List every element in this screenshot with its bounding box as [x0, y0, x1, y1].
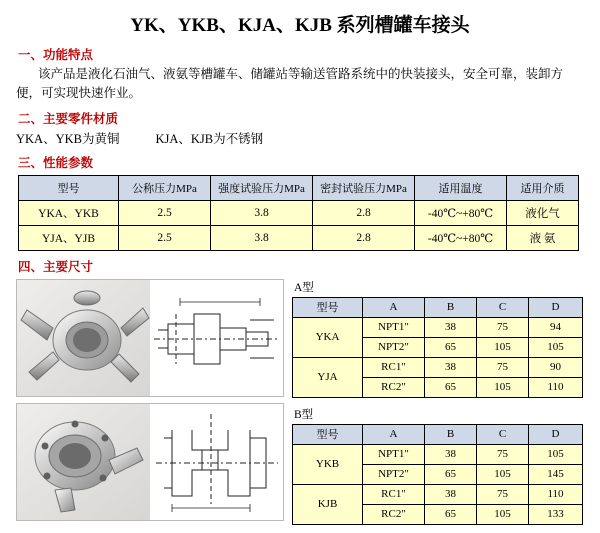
figure-row-b	[16, 403, 284, 521]
features-paragraph	[16, 65, 584, 103]
dimA-g1-r1-c2: 105	[477, 377, 529, 397]
table-header-row	[19, 175, 579, 200]
dimB-g1-r1-c0: RC2"	[363, 504, 425, 524]
table-row	[293, 484, 583, 504]
dimA-g0-r1-c3: 105	[529, 337, 583, 357]
dimA-g0-r0-c2: 75	[477, 317, 529, 337]
table-row	[19, 225, 579, 250]
technical-drawing-a	[150, 280, 283, 396]
table-header-row	[293, 424, 583, 444]
table-row	[293, 357, 583, 377]
dimA-g1-r1-c0: RC2"	[363, 377, 425, 397]
performance-table	[18, 175, 579, 251]
dimB-g0-r1-c2: 105	[477, 464, 529, 484]
product-photo-b	[17, 404, 150, 520]
page-title: YK、YKB、KJA、KJB 系列槽罐车接头	[130, 15, 470, 36]
material-left: YKA、YKB为黄铜	[16, 131, 120, 146]
perf-r1-c5: 液 氨	[507, 225, 579, 250]
figure-row-a	[16, 279, 284, 397]
product-photo-a	[17, 280, 150, 396]
dimB-g1-r1-c3: 133	[529, 504, 583, 524]
dimA-g0-r1-c2: 105	[477, 337, 529, 357]
dimB-col-1: A	[363, 424, 425, 444]
dimB-col-2: B	[425, 424, 477, 444]
dimB-g1-model: KJB	[293, 484, 363, 524]
dimB-g1-r0-c3: 110	[529, 484, 583, 504]
dimA-g1-r1-c1: 65	[425, 377, 477, 397]
perf-r1-c0: YJA、YJB	[19, 225, 119, 250]
dimB-g0-r1-c3: 145	[529, 464, 583, 484]
dimA-g0-r1-c0: NPT2"	[363, 337, 425, 357]
dimA-g0-model: YKA	[293, 317, 363, 357]
figure-column	[16, 279, 286, 527]
dimB-g0-r0-c3: 105	[529, 444, 583, 464]
dimension-tables-column	[292, 279, 584, 533]
dimB-g1-r0-c1: 38	[425, 484, 477, 504]
perf-col-1: 公称压力MPa	[119, 175, 211, 200]
dimA-g1-r0-c0: RC1"	[363, 357, 425, 377]
dimA-g1-r0-c3: 90	[529, 357, 583, 377]
dimensions-area	[0, 279, 600, 529]
dimA-col-0: 型号	[293, 297, 363, 317]
section-heading-material: 二、主要零件材质	[18, 111, 119, 126]
dimB-g0-r1-c0: NPT2"	[363, 464, 425, 484]
dimB-col-4: D	[529, 424, 583, 444]
perf-col-2: 强度试验压力MPa	[211, 175, 313, 200]
perf-col-3: 密封试验压力MPa	[313, 175, 415, 200]
dimB-col-0: 型号	[293, 424, 363, 444]
dimension-table-b	[292, 424, 583, 525]
perf-r0-c0: YKA、YKB	[19, 200, 119, 225]
dimB-g0-r1-c1: 65	[425, 464, 477, 484]
perf-r1-c1: 2.5	[119, 225, 211, 250]
table-row	[293, 317, 583, 337]
dimB-g1-r0-c2: 75	[477, 484, 529, 504]
table-header-row	[293, 297, 583, 317]
dimB-g0-r0-c2: 75	[477, 444, 529, 464]
dimB-g0-r0-c1: 38	[425, 444, 477, 464]
section-heading-dimensions: 四、主要尺寸	[18, 259, 94, 274]
dimB-g0-r0-c0: NPT1"	[363, 444, 425, 464]
dimA-g0-r1-c1: 65	[425, 337, 477, 357]
perf-col-0: 型号	[19, 175, 119, 200]
perf-r1-c4: -40℃~+80℃	[415, 225, 507, 250]
dimB-g0-model: YKB	[293, 444, 363, 484]
dimA-g1-model: YJA	[293, 357, 363, 397]
technical-drawing-b	[150, 404, 283, 520]
perf-r0-c2: 3.8	[211, 200, 313, 225]
dimA-g1-r0-c1: 38	[425, 357, 477, 377]
dimB-col-3: C	[477, 424, 529, 444]
dimA-g1-r0-c2: 75	[477, 357, 529, 377]
dim-table-b-label: B型	[294, 408, 314, 421]
dimB-g1-r1-c1: 65	[425, 504, 477, 524]
perf-r1-c2: 3.8	[211, 225, 313, 250]
features-text: 该产品是液化石油气、液氨等槽罐车、储罐站等输送管路系统中的快装接头，安全可靠，装卸方便，可实现快速作业。	[16, 67, 564, 100]
table-row	[293, 444, 583, 464]
perf-r0-c3: 2.8	[313, 200, 415, 225]
dimA-g1-r1-c3: 110	[529, 377, 583, 397]
section-heading-features: 一、功能特点	[18, 48, 94, 62]
dimB-g1-r1-c2: 105	[477, 504, 529, 524]
perf-r0-c5: 液化气	[507, 200, 579, 225]
perf-r1-c3: 2.8	[313, 225, 415, 250]
dimA-col-1: A	[363, 297, 425, 317]
dimA-g0-r0-c1: 38	[425, 317, 477, 337]
section-heading-performance: 三、性能参数	[18, 155, 94, 170]
perf-r0-c1: 2.5	[119, 200, 211, 225]
dimA-g0-r0-c3: 94	[529, 317, 583, 337]
dim-table-a-label: A型	[294, 281, 314, 294]
dimA-col-4: D	[529, 297, 583, 317]
dimension-table-a	[292, 297, 583, 398]
dimA-col-2: B	[425, 297, 477, 317]
table-row	[19, 200, 579, 225]
dimA-g0-r0-c0: NPT1"	[363, 317, 425, 337]
material-line	[16, 129, 600, 147]
material-right: KJA、KJB为不锈钢	[155, 131, 264, 146]
perf-col-4: 适用温度	[415, 175, 507, 200]
perf-col-5: 适用介质	[507, 175, 579, 200]
dimB-g1-r0-c0: RC1"	[363, 484, 425, 504]
dimA-col-3: C	[477, 297, 529, 317]
perf-r0-c4: -40℃~+80℃	[415, 200, 507, 225]
